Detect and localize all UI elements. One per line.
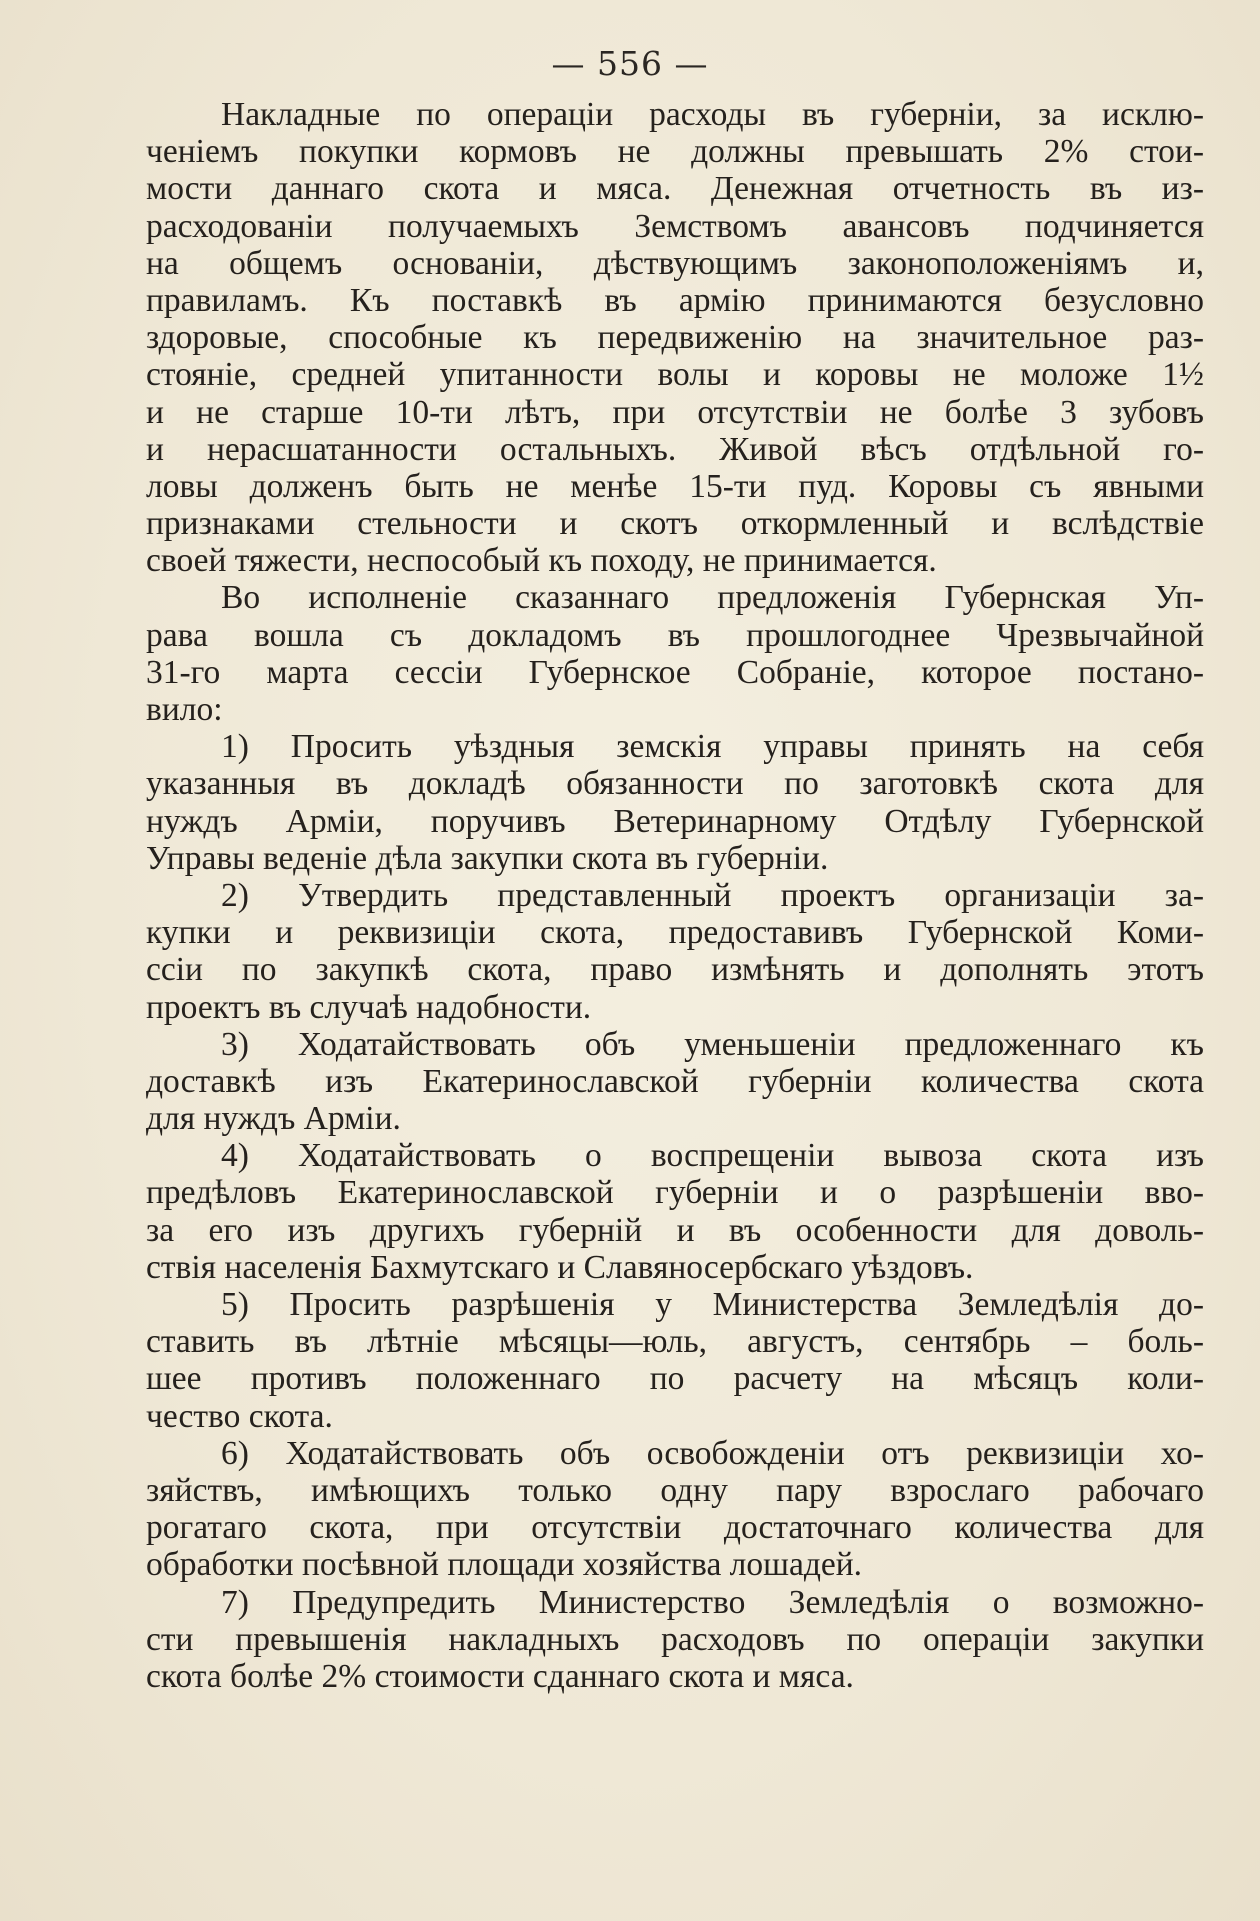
text-line: проектъ въ случаѣ надобности. <box>146 988 592 1026</box>
text-line: стояніе, средней упитанности волы и коровы не моложе 1½ <box>146 356 1204 394</box>
text-line: мости даннаго скота и мяса. Денежная отчетность въ из- <box>146 170 1204 208</box>
text-line: скота болѣе 2% стоимости сданнаго скота и мяса. <box>146 1657 854 1695</box>
text-line: шее противъ положеннаго по расчету на мѣсяцъ коли- <box>146 1360 1204 1398</box>
text-line: здоровые, способные къ передвиженію на значительное раз- <box>146 319 1204 357</box>
text-line: своей тяжести, неспособый къ походу, не принимается. <box>146 542 937 580</box>
text-line: расходованіи получаемыхъ Земствомъ авансовъ подчиняется <box>146 207 1204 245</box>
text-line: предѣловъ Екатеринославской губерніи и о разрѣшеніи вво- <box>146 1174 1204 1212</box>
text-line: купки и реквизиціи скота, предоставивъ Губернской Коми- <box>146 914 1204 952</box>
paragraph-item-2 <box>146 877 1204 1026</box>
text-line: 31-го марта сессіи Губернское Собраніе, которое постано- <box>146 653 1204 691</box>
text-line: обработки посѣвной площади хозяйства лошадей. <box>146 1546 863 1584</box>
text-line: на общемъ основаніи, дѣствующимъ законоположеніямъ и, <box>146 244 1204 282</box>
text-line: сти превышенія накладныхъ расходовъ по операціи закупки <box>146 1620 1204 1658</box>
text-line: для нуждъ Арміи. <box>146 1100 401 1138</box>
text-line: зяйствъ, имѣющихъ только одну пару взрослаго рабочаго <box>146 1471 1204 1509</box>
paragraph-item-1 <box>146 728 1204 877</box>
paragraph-item-3 <box>146 1026 1204 1138</box>
text-line: за его изъ другихъ губерній и въ особенности для доволь- <box>146 1211 1204 1249</box>
text-line: рава вошла съ докладомъ въ прошлогоднее Чрезвычайной <box>146 616 1204 654</box>
text-line: рогатаго скота, при отсутствіи достаточнаго количества для <box>146 1509 1204 1547</box>
text-line: ченіемъ покупки кормовъ не должны превышать 2% стои- <box>146 133 1204 171</box>
text-line: чество скота. <box>146 1397 333 1435</box>
text-line: 7) Предупредить Министерство Земледѣлія о возможно- <box>221 1583 1204 1621</box>
text-line: 3) Ходатайствовать объ уменьшеніи предложеннаго къ <box>221 1025 1204 1063</box>
text-line: 2) Утвердить представленный проектъ организаціи за- <box>221 876 1204 914</box>
text-line: нуждъ Арміи, поручивъ Ветеринарному Отдѣлу Губернской <box>146 802 1204 840</box>
paragraph-item-5 <box>146 1286 1204 1435</box>
text-line: ствія населенія Бахмутскаго и Славяносербскаго уѣздовъ. <box>146 1248 974 1286</box>
text-line: и не старше 10-ти лѣтъ, при отсутствіи не болѣе 3 зубовъ <box>146 393 1204 431</box>
text-line: Управы веденіе дѣла закупки скота въ губерніи. <box>146 839 829 877</box>
text-line: вило: <box>146 691 223 728</box>
text-line: доставкѣ изъ Екатеринославской губерніи количества скота <box>146 1062 1204 1100</box>
paragraph-item-7 <box>146 1584 1204 1696</box>
text-line: 1) Просить уѣздныя земскія управы принять на себя <box>221 728 1204 766</box>
paragraph-overhead-costs <box>146 96 1204 579</box>
text-line: и нерасшатанности остальныхъ. Живой вѣсъ отдѣльной го- <box>146 430 1204 468</box>
text-line: 5) Просить разрѣшенія у Министерства Земледѣлія до- <box>221 1286 1204 1323</box>
text-line: указанныя въ докладѣ обязанности по заготовкѣ скота для <box>146 765 1204 803</box>
text-line: признаками стельности и скотъ откормленный и вслѣдствіе <box>146 505 1204 543</box>
page-number: — 556 — <box>551 44 709 83</box>
text-line: ловы долженъ быть не менѣе 15-ти пуд. Коровы съ явными <box>146 467 1204 505</box>
text-line: 4) Ходатайствовать о воспрещеніи вывоза скота изъ <box>221 1137 1204 1175</box>
paragraph-item-6 <box>146 1435 1204 1584</box>
text-line: 6) Ходатайствовать объ освобожденіи отъ реквизиціи хо- <box>221 1434 1204 1472</box>
page-text-body <box>146 96 1204 1695</box>
text-line: ставить въ лѣтніе мѣсяцы—юль, августъ, сентябрь – боль- <box>146 1323 1204 1361</box>
text-line: ссіи по закупкѣ скота, право измѣнять и дополнять этотъ <box>146 951 1204 989</box>
paragraph-item-4 <box>146 1137 1204 1286</box>
text-line: правиламъ. Къ поставкѣ въ армію принимаются безусловно <box>146 281 1204 319</box>
text-line: Накладные по операціи расходы въ губерніи, за исклю- <box>221 96 1204 133</box>
paragraph-assembly-resolution <box>146 579 1204 728</box>
text-line: Во исполненіе сказаннаго предложенія Губернская Уп- <box>221 579 1204 617</box>
